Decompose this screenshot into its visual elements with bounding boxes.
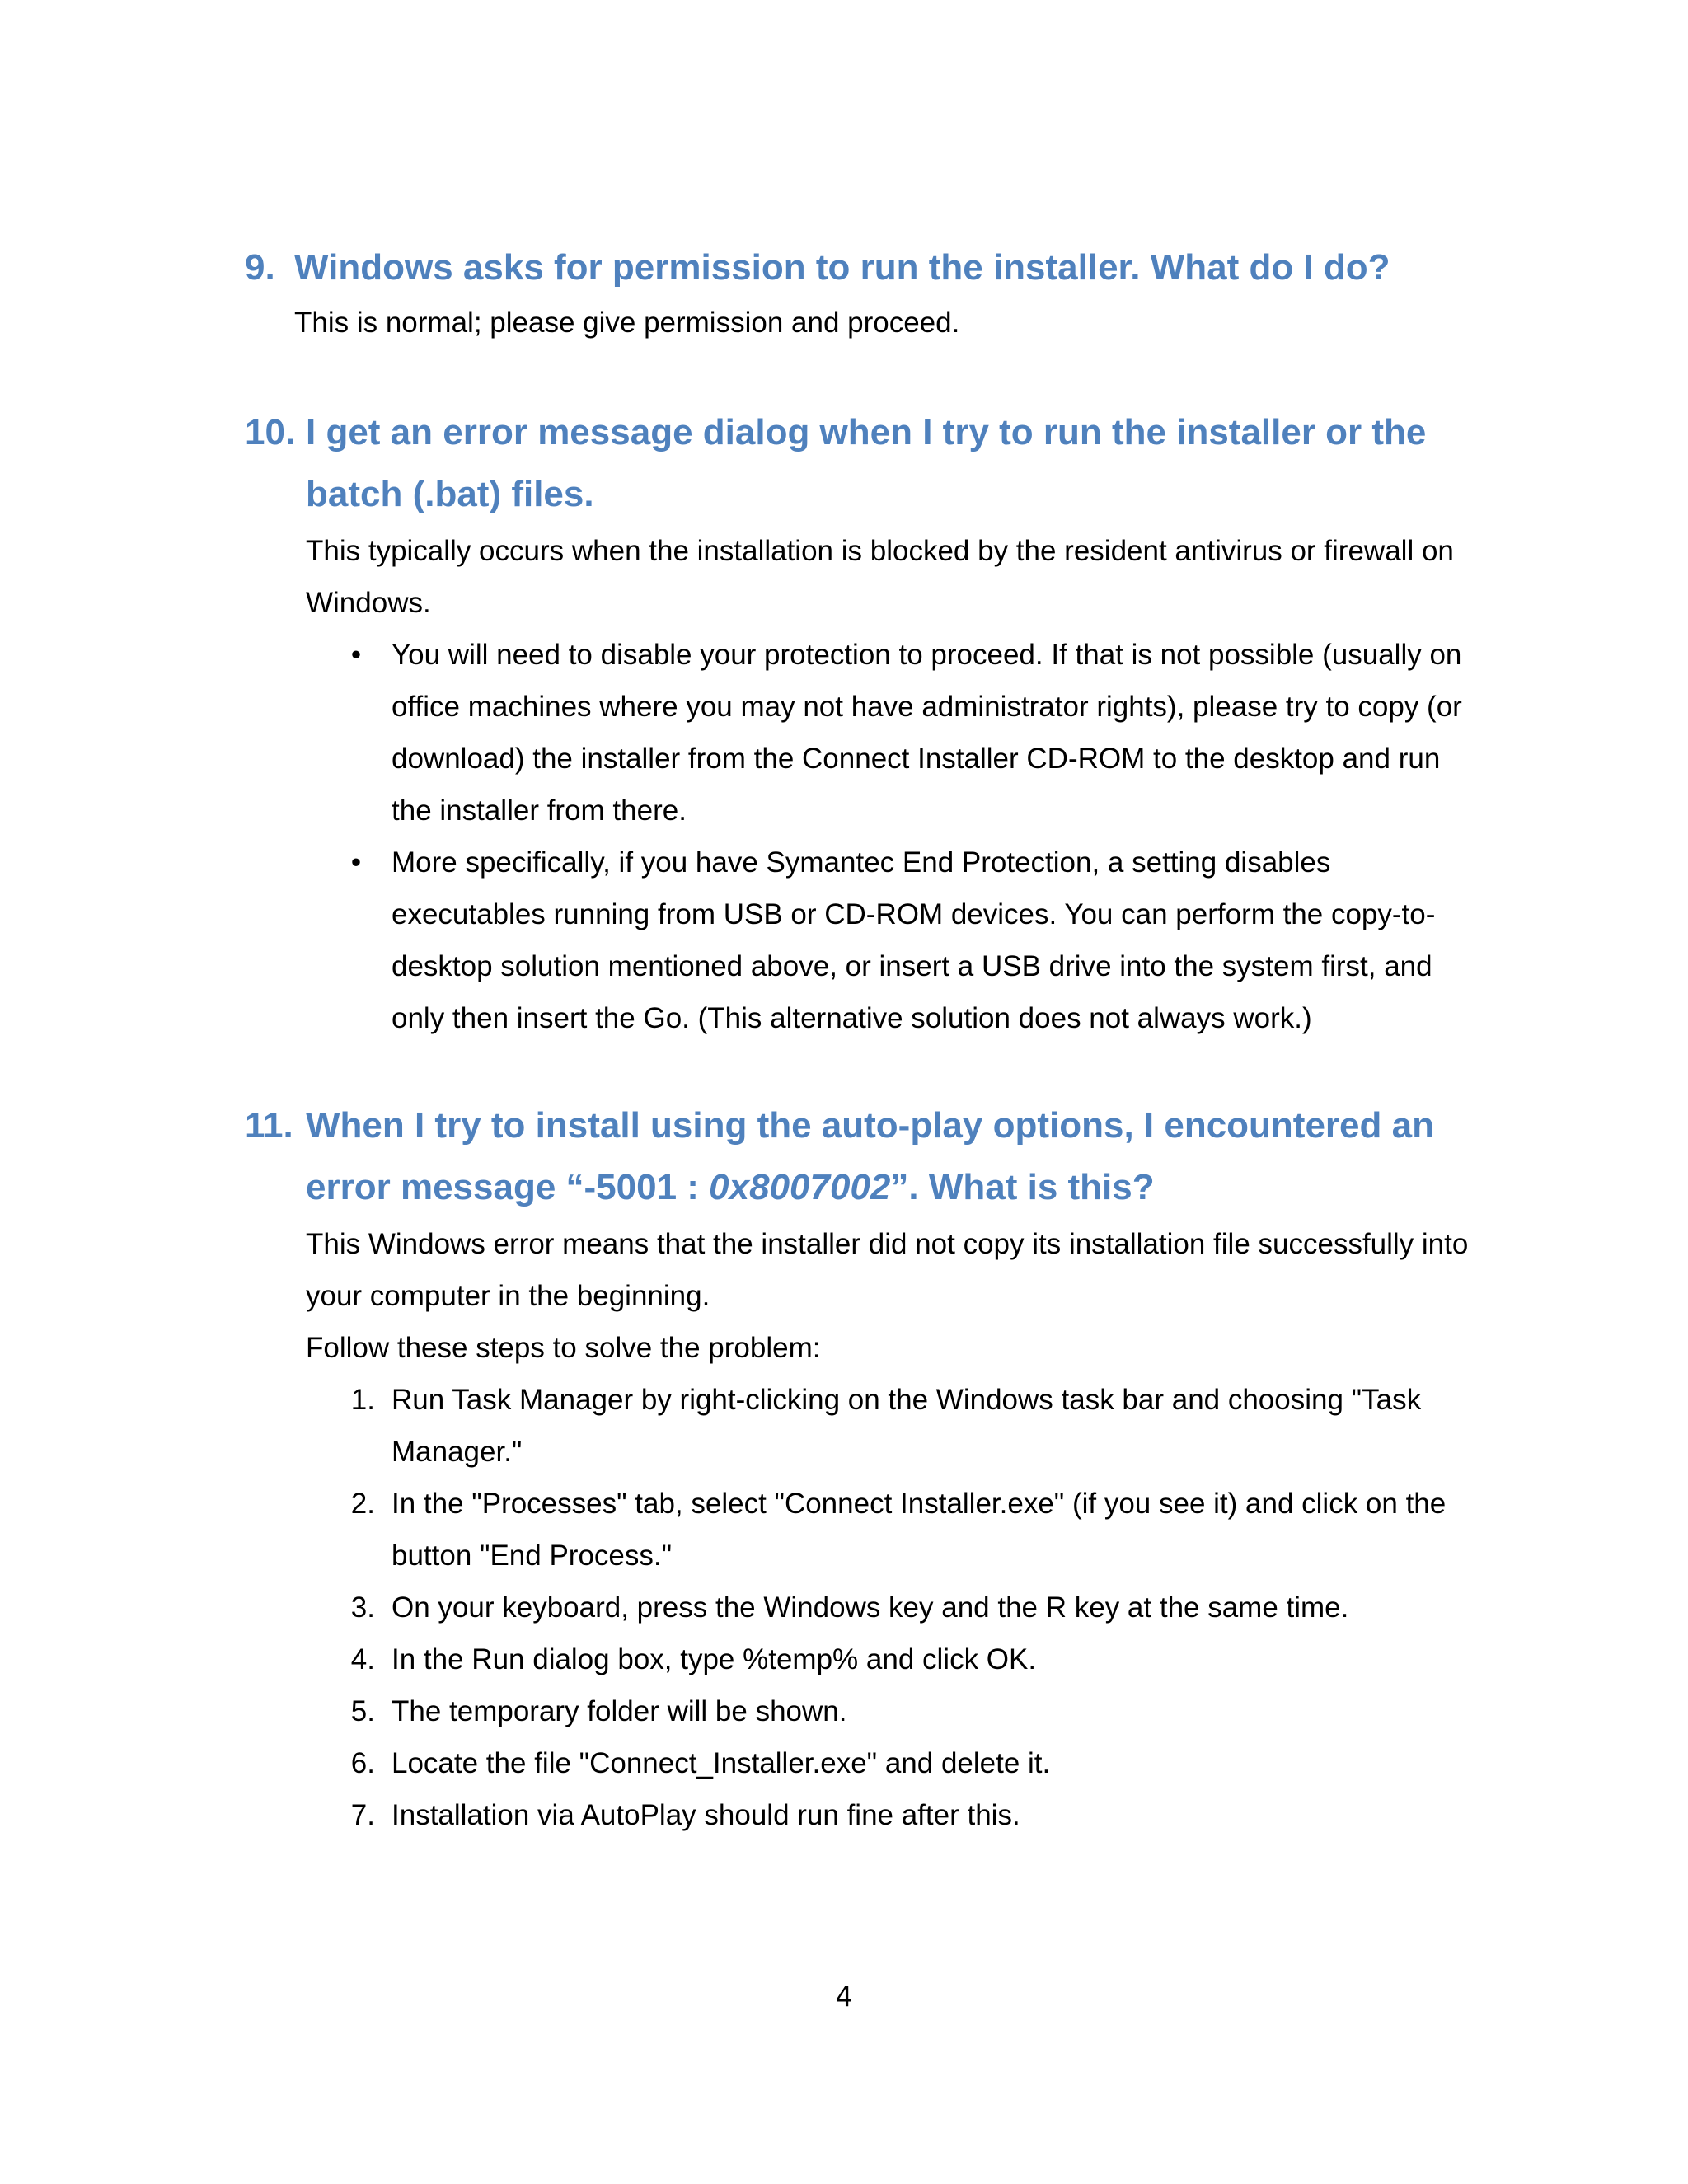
faq-answer-10: This typically occurs when the installation is blocked by the resident antivirus or firewall on Windows. — [306, 535, 1454, 619]
faq-title-11-part1: When I try to install using the auto-play options, I encountered an error message “-5001 : — [306, 1105, 1434, 1207]
bullet-icon: • — [350, 846, 362, 879]
faq-question-10 — [0, 401, 1688, 525]
faq-number-9: 9. — [245, 247, 275, 288]
error-code: 0x8007002 — [709, 1167, 891, 1207]
faq-question-11 — [0, 1094, 1688, 1218]
list-item — [350, 1633, 1479, 1685]
faq-number-10: 10. — [245, 412, 296, 452]
step-number: 5. — [350, 1695, 375, 1727]
step-text: Locate the file "Connect_Installer.exe" and delete it. — [392, 1747, 1051, 1779]
bullet-list — [0, 629, 1688, 1044]
step-number: 7. — [350, 1799, 375, 1831]
faq-item-11 — [0, 1094, 1688, 1841]
faq-item-9 — [0, 237, 1688, 349]
list-item — [350, 837, 1479, 1044]
faq-title-11-part2: ”. What is this? — [890, 1167, 1155, 1207]
step-text: The temporary folder will be shown. — [392, 1695, 847, 1727]
step-text: On your keyboard, press the Windows key and the R key at the same time. — [392, 1591, 1349, 1624]
step-text: In the "Processes" tab, select "Connect Installer.exe" (if you see it) and click on the button "End Process." — [392, 1488, 1447, 1572]
bullet-icon: • — [350, 639, 362, 671]
list-item — [350, 1737, 1479, 1789]
faq-title-9: Windows asks for permission to run the installer. What do I do? — [294, 247, 1390, 288]
list-item — [350, 1685, 1479, 1737]
step-number: 3. — [350, 1591, 375, 1624]
faq-title-11 — [306, 1094, 1501, 1218]
step-number: 6. — [350, 1747, 375, 1779]
faq-question-9 — [0, 237, 1688, 298]
step-number: 4. — [350, 1643, 375, 1675]
page-number: 4 — [835, 1980, 853, 2013]
list-item — [350, 1374, 1479, 1478]
faq-item-10 — [0, 401, 1688, 1044]
list-item — [350, 1478, 1479, 1582]
list-item — [350, 629, 1479, 837]
step-text: Run Task Manager by right-clicking on the Windows task bar and choosing "Task Manager." — [392, 1384, 1422, 1468]
step-number: 1. — [350, 1384, 375, 1416]
faq-number-11: 11. — [245, 1105, 293, 1146]
steps-list — [0, 1374, 1688, 1841]
faq-title-10: I get an error message dialog when I try to run the installer or the batch (.bat) files. — [306, 412, 1427, 514]
steps-intro: Follow these steps to solve the problem: — [306, 1332, 821, 1364]
step-text: In the Run dialog box, type %temp% and click OK. — [392, 1643, 1037, 1675]
bullet-text: You will need to disable your protection to proceed. If that is not possible (usually on office machines where you may not have administrator rights), please try to copy (or download) the installer from the Connect Installer CD-ROM to the desktop and run the installer from there. — [392, 639, 1462, 827]
bullet-text: More specifically, if you have Symantec End Protection, a setting disables executables running from USB or CD-ROM devices. You can perform the copy-to-desktop solution mentioned above, or insert a USB drive into the system first, and only then insert the Go. (This alternative solution does not always work.) — [392, 846, 1436, 1034]
step-text: Installation via AutoPlay should run fine after this. — [392, 1799, 1020, 1831]
faq-answer-11: This Windows error means that the installer did not copy its installation file successfully into your computer in the beginning. — [306, 1228, 1469, 1312]
faq-answer-9: This is normal; please give permission and proceed. — [294, 307, 960, 339]
step-number: 2. — [350, 1488, 375, 1520]
list-item — [350, 1582, 1479, 1633]
list-item — [350, 1789, 1479, 1841]
